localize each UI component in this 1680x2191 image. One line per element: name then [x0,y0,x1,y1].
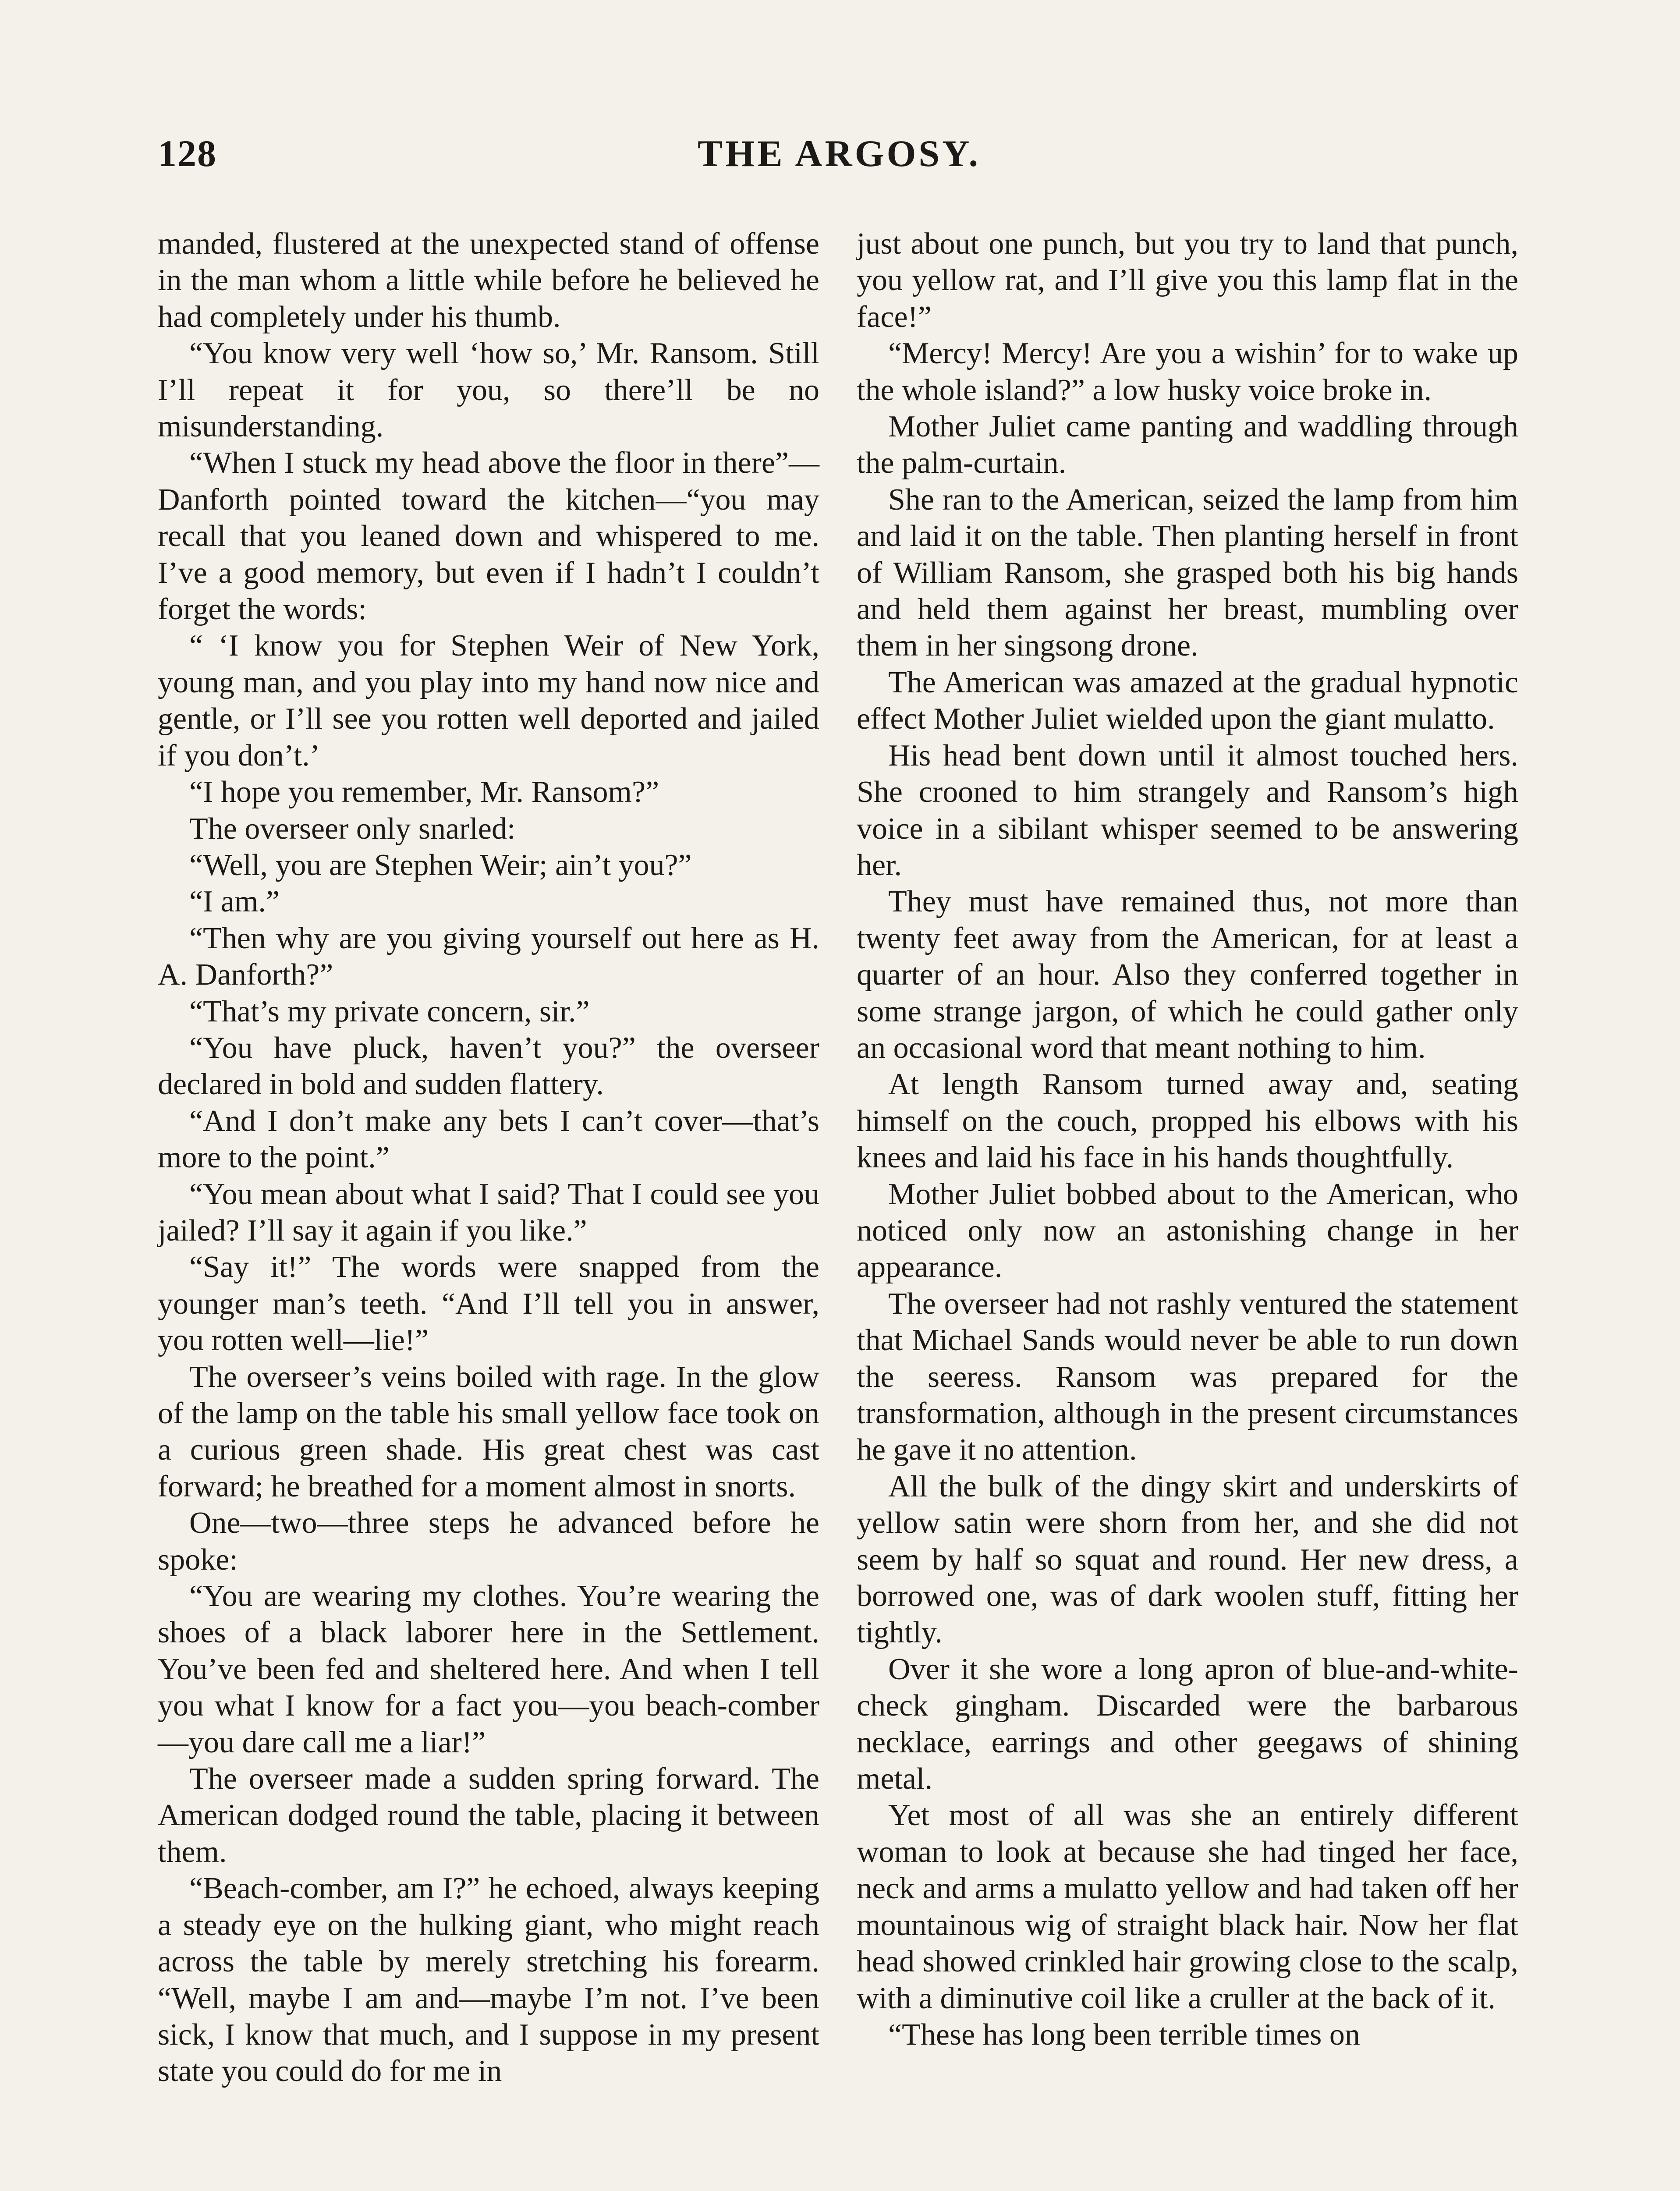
paragraph: just about one punch, but you try to land that punch, you yellow rat, and I’ll give you this lamp flat in the face!” [857,227,1518,334]
paragraph: They must have remained thus, not more than twenty feet away from the American, for at least a quarter of an hour. Also they conferred together in some strange jargon, of which he could gather only an occasional word that meant nothing to him. [857,885,1518,1065]
paragraph: “Say it!” The words were snapped from the younger man’s teeth. “And I’ll tell you in answer, you rotten well—lie!” [158,1250,819,1358]
paragraph: The overseer’s veins boiled with rage. In the glow of the lamp on the table his small yellow face took on a curious green shade. His great chest was cast forward; he breathed for a moment almost in snorts. [158,1360,819,1503]
paragraph: “These has long been terrible times on [888,2017,1360,2052]
paragraph: “You know very well ‘how so,’ Mr. Ransom. Still I’ll repeat it for you, so there’ll be no misunderstanding. [158,337,819,444]
paragraph: manded, flustered at the unexpected stand of offense in the man whom a little while before he believed he had completely under his thumb. [158,227,819,334]
paragraph: “Then why are you giving yourself out here as H. A. Danforth?” [158,921,819,992]
paragraph: Mother Juliet bobbed about to the American, who noticed only now an astonishing change in her appearance. [857,1177,1518,1284]
paragraph: The American was amazed at the gradual hypnotic effect Mother Juliet wielded upon the giant mulatto. [857,665,1518,736]
paragraph: “Well, you are Stephen Weir; ain’t you?” [189,848,692,882]
paragraph: “Beach-comber, am I?” he echoed, always keeping a steady eye on the hulking giant, who might reach across the table by merely stretching his forearm. “Well, maybe I am and—maybe I’m not. I’ve been sick, I know that much, and I suppose in my present state you could do for me in [158,1872,819,2088]
paragraph: His head bent down until it almost touched hers. She crooned to him strangely and Ransom’s high voice in a sibilant whisper seemed to be answering her. [857,738,1518,882]
paragraph: “And I don’t make any bets I can’t cover—that’s more to the point.” [158,1104,819,1175]
paragraph: “I hope you remember, Mr. Ransom?” [189,775,659,809]
paragraph: All the bulk of the dingy skirt and underskirts of yellow satin were shorn from her, and she did not seem by half so squat and round. Her new dress, a borrowed one, was of dark woolen stuff, fitting her tightly. [857,1469,1518,1650]
paragraph: The overseer had not rashly ventured the statement that Michael Sands would never be able to run down the seeress. Ransom was prepared for the transformation, although in the present circumstances he gave it no attention. [857,1287,1518,1467]
paragraph: Mother Juliet came panting and waddling through the palm-curtain. [857,410,1518,480]
paragraph: “You mean about what I said? That I could see you jailed? I’ll say it again if you like.” [158,1177,819,1248]
page-number: 128 [158,132,217,174]
paragraph: One—two—three steps he advanced before he spoke: [158,1506,819,1577]
paragraph: “You have pluck, haven’t you?” the overseer declared in bold and sudden flattery. [158,1031,819,1102]
paragraph: “You are wearing my clothes. You’re wearing the shoes of a black laborer here in the Settlement. You’ve been fed and sheltered here. And when I tell you what I know for a fact you—you beach-comber—you dare call me a liar!” [158,1579,819,1759]
paragraph: At length Ransom turned away and, seating himself on the couch, propped his elbows with his knees and laid his face in his hands thoughtfully. [857,1067,1518,1175]
right-column [857,226,1518,2053]
page-header [158,131,1521,193]
paragraph: Over it she wore a long apron of blue-and-white-check gingham. Discarded were the barbarous necklace, earrings and other geegaws of shining metal. [857,1652,1518,1796]
paragraph: She ran to the American, seized the lamp from him and laid it on the table. Then planting herself in front of William Ransom, she grasped both his big hands and held them against her breast, mumbling over them in her singsong drone. [857,482,1518,663]
paragraph: Yet most of all was she an entirely different woman to look at because she had tinged her face, neck and arms a mulatto yellow and had taken off her mountainous wig of straight black hair. Now her flat head showed crinkled hair growing close to the scalp, with a diminutive coil like a cruller at the back of it. [857,1798,1518,2015]
paragraph: “That’s my private concern, sir.” [189,994,590,1028]
paragraph: The overseer only snarled: [189,812,516,846]
paragraph: “Mercy! Mercy! Are you a wishin’ for to wake up the whole island?” a low husky voice broke in. [857,337,1518,407]
running-title: THE ARGOSY. [698,132,981,174]
paragraph: “ ‘I know you for Stephen Weir of New York, young man, and you play into my hand now nice and gentle, or I’ll see you rotten well deported and jailed if you don’t.’ [158,629,819,773]
paragraph: The overseer made a sudden spring forward. The American dodged round the table, placing it between them. [158,1762,819,1869]
paragraph: “I am.” [189,885,280,919]
paragraph: “When I stuck my head above the floor in there”—Danforth pointed toward the kitchen—“you may recall that you leaned down and whispered to me. I’ve a good memory, but even if I hadn’t I couldn’t forget the words: [158,446,819,627]
left-column [158,226,819,2090]
